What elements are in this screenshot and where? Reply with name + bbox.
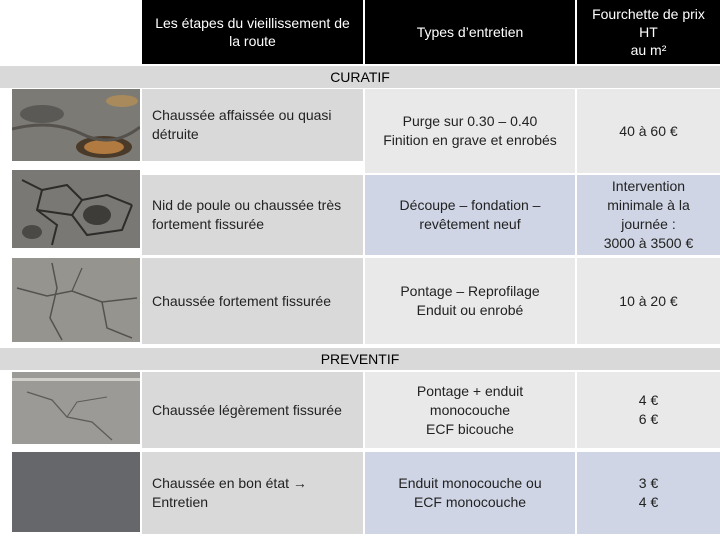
price-cell-4 <box>577 372 720 448</box>
stage-cell-2 <box>142 175 363 255</box>
lightly-cracked-road-photo <box>12 372 140 444</box>
fissured-road-photo <box>12 258 140 342</box>
pothole-road-photo <box>12 89 140 161</box>
price-label-3: 10 à 20 € <box>619 292 678 309</box>
stage-label-4: Chaussée légèrement fissurée <box>152 401 342 418</box>
section-preventif <box>0 348 720 370</box>
price-cell-2 <box>577 175 720 255</box>
stage-cell-1 <box>142 89 363 161</box>
price-label-4: 4 € 6 € <box>638 392 659 427</box>
type-label-4: Pontage + enduit monocouche ECF bicouche <box>416 382 524 437</box>
header-stages-label: Les étapes du vieillissement de la route <box>155 15 350 49</box>
good-road-photo <box>12 452 140 532</box>
type-cell-3 <box>365 258 575 344</box>
type-cell-1 <box>365 89 575 173</box>
type-label-1: Purge sur 0.30 – 0.40 Finition en grave et enrobés <box>383 113 557 148</box>
header-stages <box>142 0 363 64</box>
stage-cell-3 <box>142 258 363 344</box>
cracked-road-photo <box>12 170 140 248</box>
stage-cell-5 <box>142 452 363 534</box>
stage-cell-4 <box>142 372 363 448</box>
type-label-5: Enduit monocouche ou ECF monocouche <box>398 475 542 510</box>
price-cell-1 <box>577 89 720 173</box>
price-cell-5 <box>577 452 720 534</box>
type-label-3: Pontage – Reprofilage Enduit ou enrobé <box>400 283 540 318</box>
price-label-5: 3 € 4 € <box>638 475 659 510</box>
price-cell-3 <box>577 258 720 344</box>
type-cell-5 <box>365 452 575 534</box>
stage-label-3: Chaussée fortement fissurée <box>152 292 331 309</box>
stage-label-2: Nid de poule ou chaussée très fortement fissurée <box>152 197 342 232</box>
section-curatif <box>0 66 720 88</box>
stage-label-5: Chaussée en bon état → Entretien <box>152 475 307 510</box>
type-cell-4 <box>365 372 575 448</box>
header-types-label: Types d’entretien <box>416 24 524 40</box>
section-curatif-label: CURATIF <box>330 69 390 85</box>
stage-label-1: Chaussée affaissée ou quasi détruite <box>152 107 332 142</box>
section-preventif-label: PREVENTIF <box>320 351 400 367</box>
header-types <box>365 0 575 64</box>
price-label-2: Intervention minimale à la journée : 3000 à 3500 € <box>603 178 694 251</box>
type-cell-2 <box>365 175 575 255</box>
header-price <box>577 0 720 64</box>
type-label-2: Découpe – fondation – revêtement neuf <box>399 197 541 232</box>
price-label-1: 40 à 60 € <box>619 122 678 139</box>
header-price-label: Fourchette de prix HT au m² <box>592 6 705 58</box>
